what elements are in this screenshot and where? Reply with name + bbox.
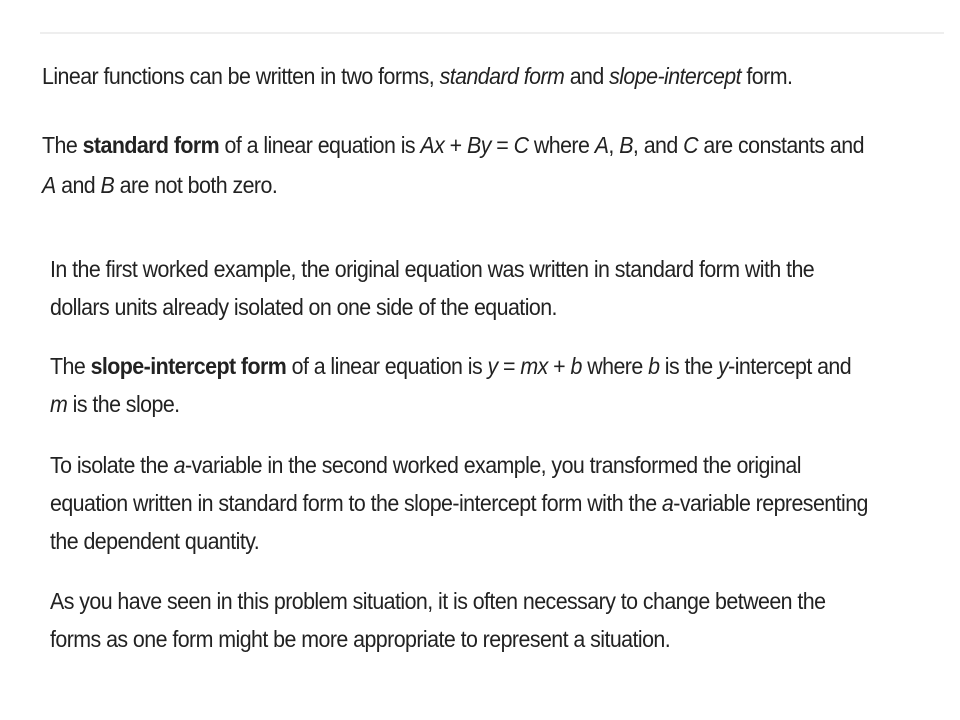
text-run: of a linear equation is — [286, 353, 488, 379]
text-run: where — [528, 132, 595, 158]
math-op: = — [497, 353, 521, 379]
math-var: b — [648, 353, 660, 379]
math-var: b — [570, 353, 582, 379]
text-run: is the — [659, 353, 718, 379]
second-example-line-2 — [50, 484, 868, 522]
bold-term-standard-form: standard form — [82, 132, 220, 158]
text-run: where — [581, 353, 649, 379]
math-var: A — [594, 132, 609, 158]
text-run: are not both zero. — [114, 172, 278, 198]
text-run: -variable representing — [673, 490, 868, 516]
text-run: -variable in the second worked example, you transformed the original — [184, 452, 801, 478]
math-var: mx — [520, 353, 548, 379]
bold-term-slope-intercept-form: slope-intercept form — [90, 353, 287, 379]
text-run: and — [55, 172, 101, 198]
text-run: To isolate the — [50, 452, 174, 478]
text-run: equation written in standard form to the slope-intercept form with the — [50, 490, 662, 516]
slope-def-line-2 — [50, 385, 851, 423]
text-run: The — [42, 132, 83, 158]
second-example-paragraph — [50, 446, 868, 560]
text-run: is the slope. — [67, 391, 180, 417]
text-run: of a linear equation is — [219, 132, 421, 158]
term-standard-form: standard form — [439, 63, 565, 89]
math-op: = — [490, 132, 514, 158]
math-var: By — [466, 132, 491, 158]
conclusion-line-2: forms as one form might be more appropriate to represent a situation. — [50, 626, 671, 652]
math-var: B — [100, 172, 115, 198]
first-example-line-2: dollars units already isolated on one side of the equation. — [50, 294, 557, 320]
math-op: + — [444, 132, 467, 158]
text-run: Linear functions can be written in two forms, — [42, 63, 440, 89]
text-run: -intercept and — [728, 353, 852, 379]
first-example-line-1: In the first worked example, the original equation was written in standard form with the — [50, 256, 815, 282]
standard-def-line-2 — [42, 165, 864, 205]
math-var: Ax — [420, 132, 445, 158]
slope-def-line-1 — [50, 347, 851, 385]
text-run: are constants and — [697, 132, 864, 158]
standard-def-line-1 — [42, 125, 864, 165]
slope-intercept-definition — [50, 347, 851, 423]
top-divider — [40, 32, 944, 34]
math-var: y — [487, 353, 498, 379]
term-slope-intercept: slope-intercept — [609, 63, 742, 89]
text-run: and — [564, 63, 610, 89]
intro-paragraph — [42, 56, 792, 96]
conclusion-paragraph — [50, 582, 825, 658]
math-var: y — [717, 353, 729, 379]
math-var: A — [42, 172, 56, 198]
math-var: a — [661, 490, 674, 516]
math-var: C — [683, 132, 698, 158]
math-op: + — [547, 353, 571, 379]
text-run: The — [50, 353, 91, 379]
math-var: B — [619, 132, 633, 158]
math-var: a — [173, 452, 185, 478]
math-var: m — [50, 391, 68, 417]
math-var: C — [513, 132, 529, 158]
second-example-line-3: the dependent quantity. — [50, 528, 260, 554]
intro-line — [42, 56, 792, 96]
text-run: , and — [632, 132, 684, 158]
text-run: form. — [741, 63, 793, 89]
second-example-line-1 — [50, 446, 868, 484]
conclusion-line-1: As you have seen in this problem situation, it is often necessary to change between the — [50, 588, 826, 614]
first-example-paragraph — [50, 250, 814, 326]
standard-form-definition — [42, 125, 864, 205]
text-run: , — [608, 132, 620, 158]
